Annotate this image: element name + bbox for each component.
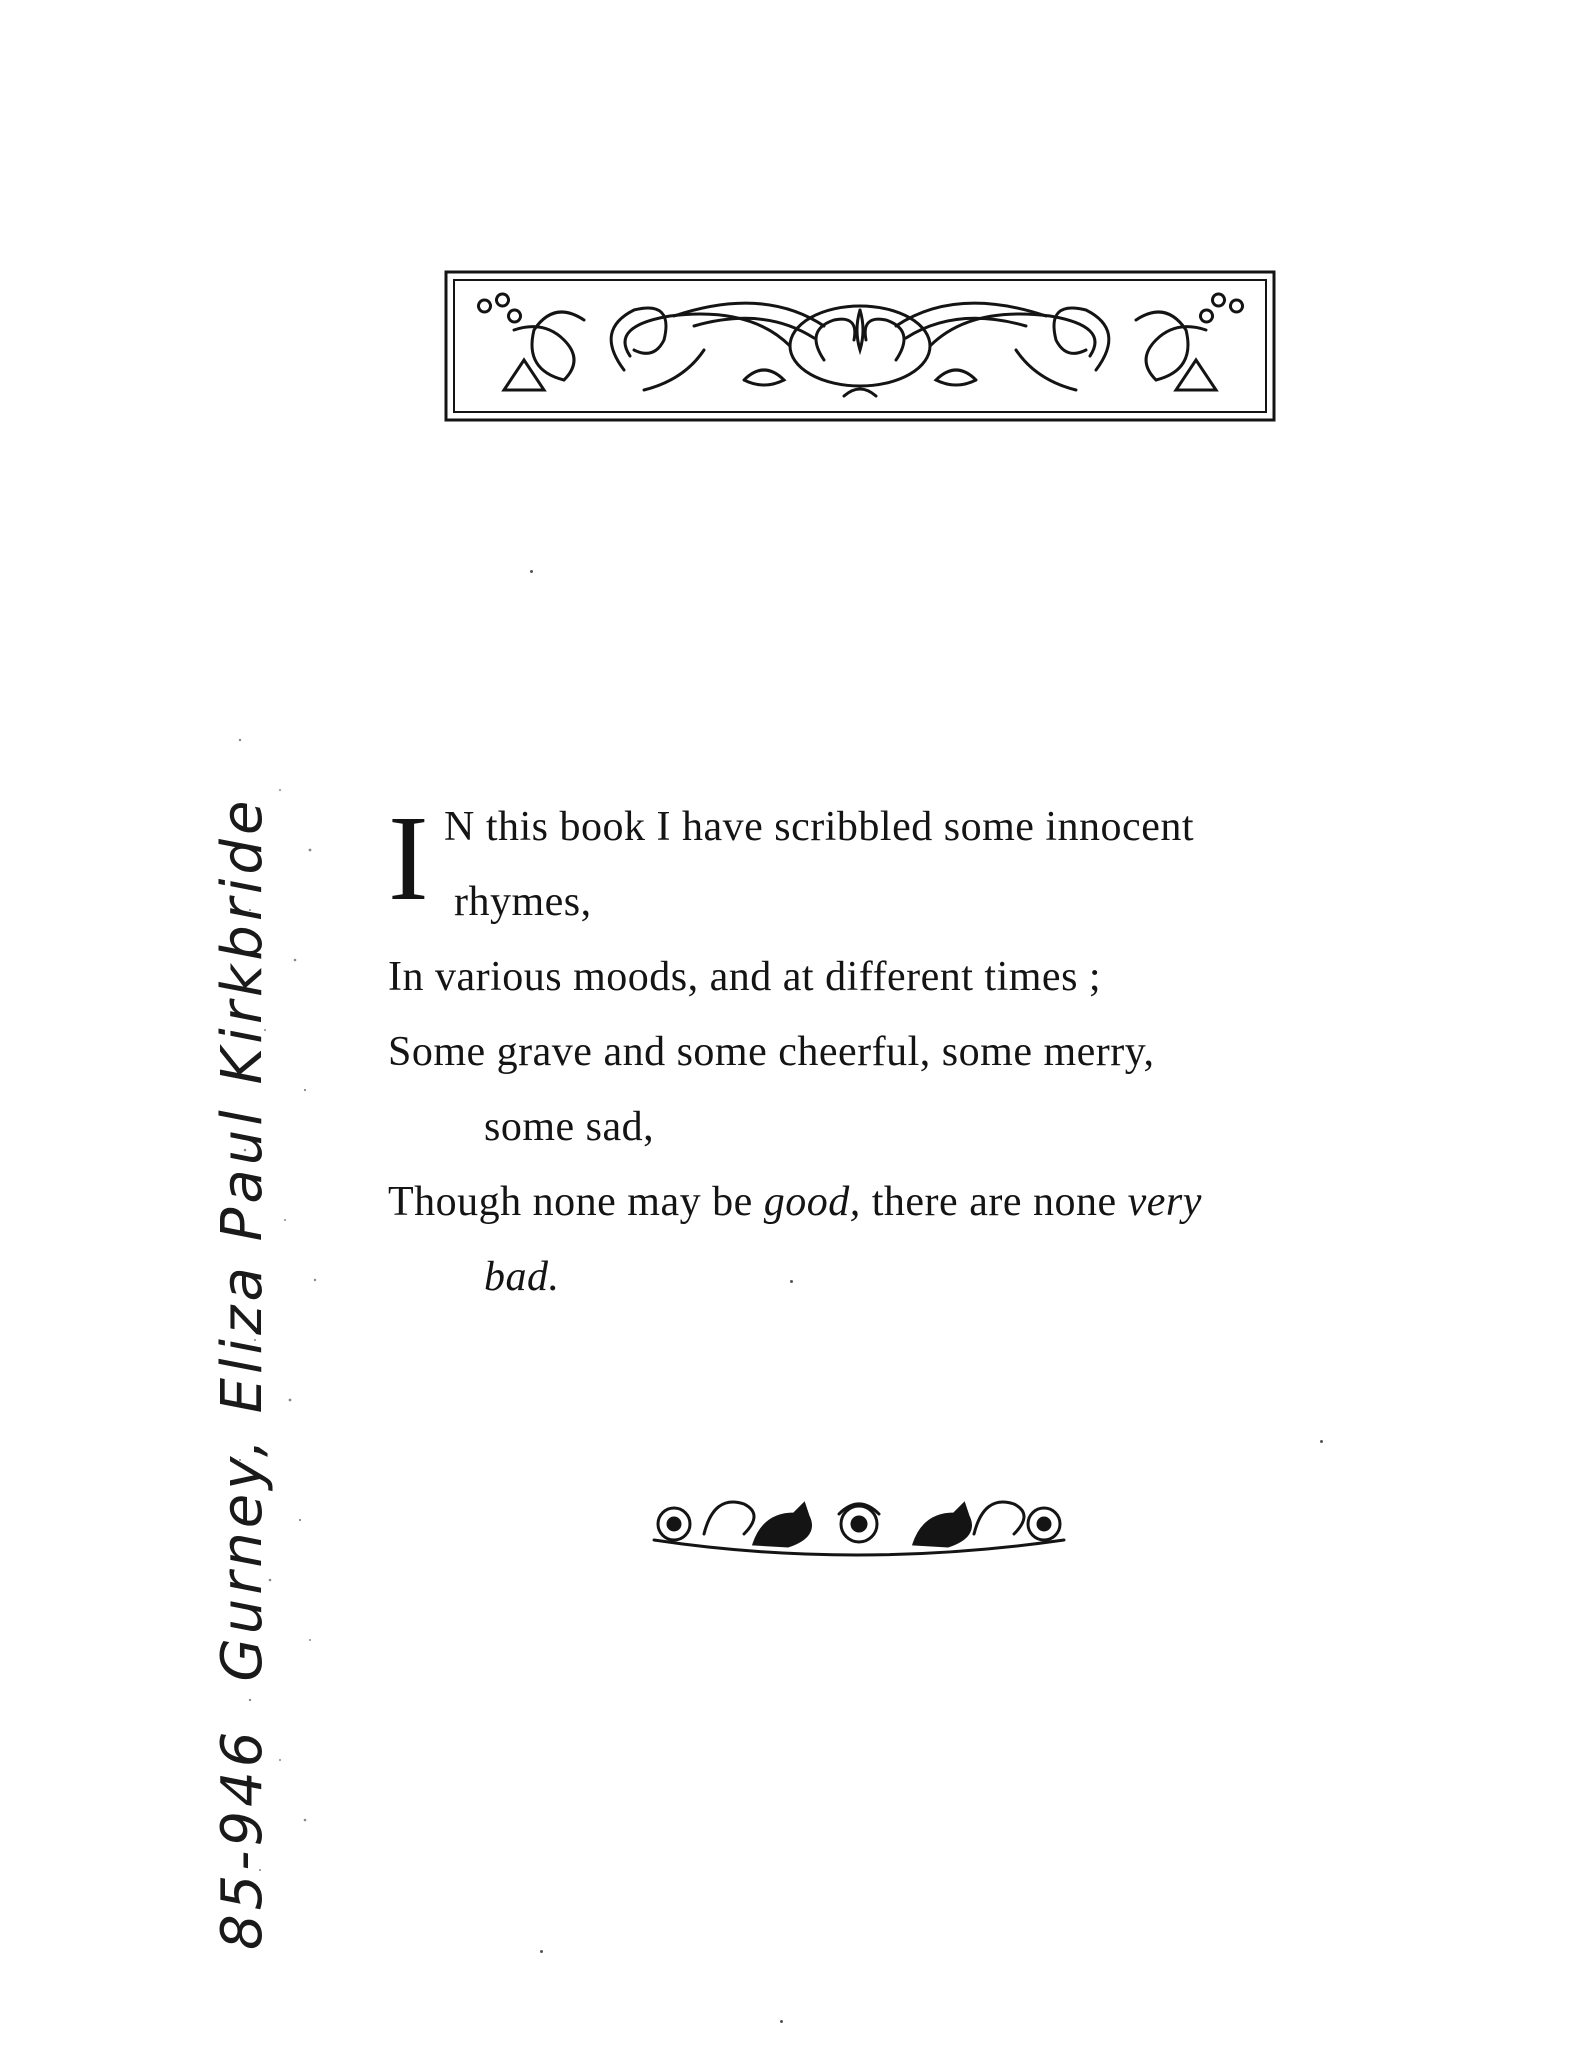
- poem-line-6-italic-good: good,: [763, 1179, 861, 1225]
- print-speck: [530, 570, 533, 573]
- poem-line-7: bad.: [484, 1254, 560, 1300]
- poem-line-1-text: N this book I have scribbled some innocent: [444, 804, 1195, 850]
- print-speck: [780, 2020, 783, 2023]
- poem-line-3: In various moods, and at different times ;: [388, 954, 1102, 1000]
- head-ornament: [444, 270, 1276, 422]
- drop-cap: I: [388, 791, 430, 926]
- poem-line-6: [388, 1165, 1348, 1240]
- catalog-number: 85-946: [210, 1727, 275, 1950]
- poem: [388, 790, 1348, 1315]
- poem-line-6-part-a: Though none may be: [388, 1179, 764, 1225]
- poem-line-4: Some grave and some cheerful, some merry,: [388, 1029, 1155, 1075]
- poem-line-6-italic-very: very: [1127, 1179, 1202, 1225]
- poem-line-5: some sad,: [484, 1104, 655, 1150]
- print-speck: [1320, 1440, 1323, 1443]
- poem-line-6-part-c: there are none: [860, 1179, 1128, 1225]
- author-name: Gurney, Eliza Paul Kirkbride: [210, 796, 275, 1682]
- print-speck: [790, 1280, 793, 1283]
- handwritten-catalog-inscription: [210, 770, 280, 1950]
- poem-line-2: rhymes,: [454, 879, 592, 925]
- tail-ornament: [644, 1484, 1074, 1570]
- print-speck: [540, 1950, 543, 1953]
